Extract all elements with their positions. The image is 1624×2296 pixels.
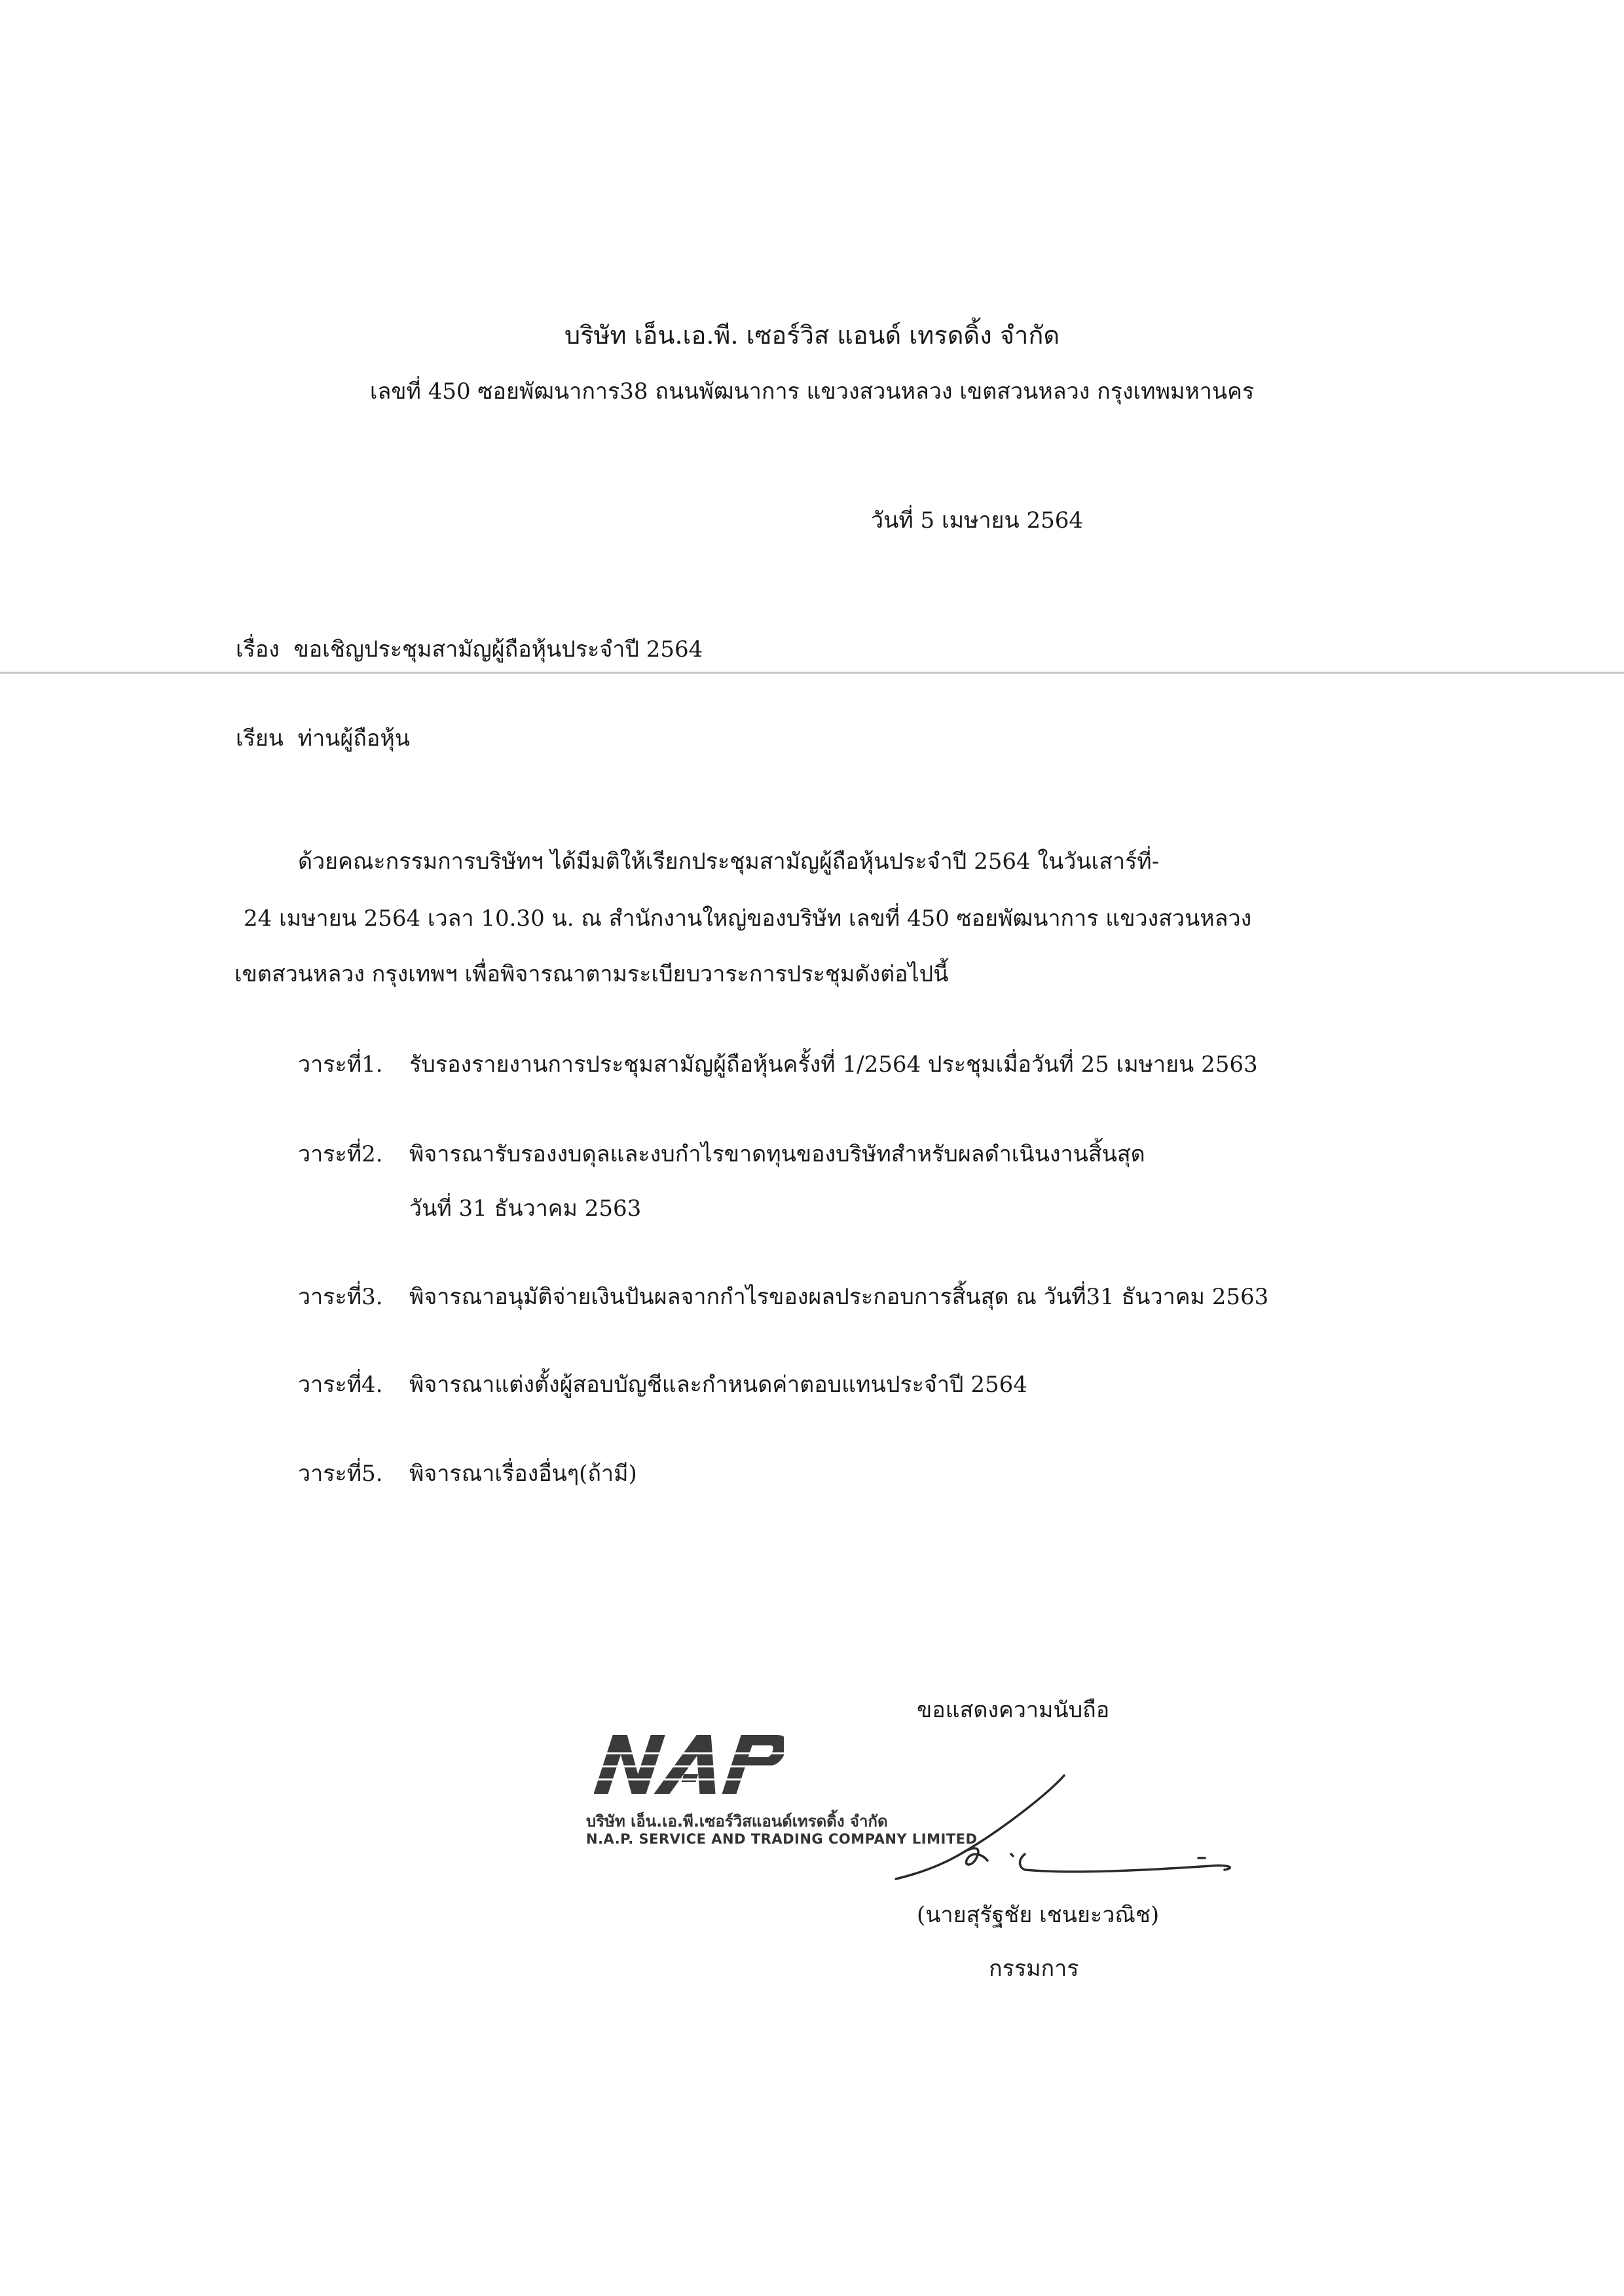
salutation-label: เรียน [236,725,284,752]
body-line-2: 24 เมษายน 2564 เวลา 10.30 น. ณ สำนักงานใหญ่ของบริษัท เลขที่ 450 ซอยพัฒนาการ แขวงสวนหลวง [244,905,1252,932]
agenda-text: พิจารณาแต่งตั้งผู้สอบบัญชีและกำหนดค่าตอบแทนประจำปี 2564 [409,1372,1027,1398]
closing-phrase: ขอแสดงความนับถือ [917,1697,1110,1723]
agenda-label: วาระที่3. [298,1284,383,1310]
company-name: บริษัท เอ็น.เอ.พี. เซอร์วิส แอนด์ เทรดดิ้ง จำกัด [564,321,1060,350]
agenda-label: วาระที่1. [298,1051,383,1078]
subject-text: ขอเชิญประชุมสามัญผู้ถือหุ้นประจำปี 2564 [293,636,703,663]
body-line-3: เขตสวนหลวง กรุงเทพฯ เพื่อพิจารณาตามระเบียบวาระการประชุมดังต่อไปนี้ [234,961,949,987]
agenda-label: วาระที่2. [298,1141,383,1167]
stamp-company-thai: บริษัท เอ็น.เอ.พี.เซอร์วิสแอนด์เทรดดิ้ง จำกัด [586,1812,888,1831]
handwritten-signature-icon [884,1768,1251,1892]
agenda-text: รับรองรายงานการประชุมสามัญผู้ถือหุ้นครั้งที่ 1/2564 ประชุมเมื่อวันที่ 25 เมษายน 2563 [409,1051,1258,1078]
salutation-line [236,725,410,752]
scan-divider-line [0,672,1624,674]
stamp-company-english: N.A.P. SERVICE AND TRADING COMPANY LIMITED [586,1831,978,1847]
body-line-1: ด้วยคณะกรรมการบริษัทฯ ได้มีมติให้เรียกประชุมสามัญผู้ถือหุ้นประจำปี 2564 ในวันเสาร์ที่- [298,848,1160,875]
company-address: เลขที่ 450 ซอยพัฒนาการ38 ถนนพัฒนาการ แขวงสวนหลวง เขตสวนหลวง กรุงเทพมหานคร [369,378,1255,405]
subject-line [236,636,703,663]
agenda-text: พิจารณารับรองงบดุลและงบกำไรขาดทุนของบริษัทสำหรับผลดำเนินงานสิ้นสุด [409,1141,1145,1167]
agenda-label: วาระที่4. [298,1372,383,1398]
signatory-name: (นายสุรัฐชัย เชนยะวณิช) [917,1902,1160,1928]
signatory-title: กรรมการ [989,1956,1079,1982]
letter-date: วันที่ 5 เมษายน 2564 [871,507,1084,534]
salutation-text: ท่านผู้ถือหุ้น [297,725,410,752]
agenda-text-continued: วันที่ 31 ธันวาคม 2563 [409,1195,642,1222]
subject-label: เรื่อง [236,636,280,663]
nap-logo-icon [594,1728,784,1800]
agenda-text: พิจารณาเรื่องอื่นๆ(ถ้ามี) [409,1461,637,1487]
agenda-label: วาระที่5. [298,1461,383,1487]
agenda-text: พิจารณาอนุมัติจ่ายเงินปันผลจากกำไรของผลประกอบการสิ้นสุด ณ วันที่31 ธันวาคม 2563 [409,1284,1269,1310]
